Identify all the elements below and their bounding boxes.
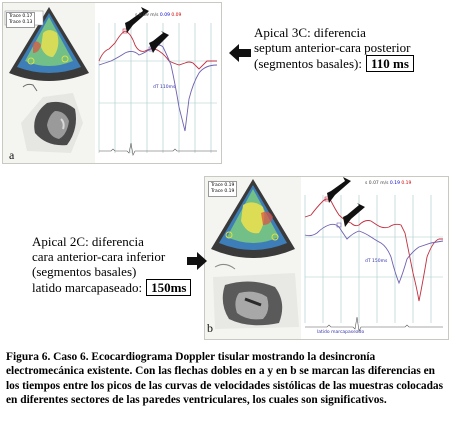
velocity-readout-a <box>135 13 181 18</box>
readout-unit: s 0.07 m/s <box>365 181 389 186</box>
readout-value-red: 0.19 <box>401 181 412 186</box>
trace-legend-entry: Trace 0.19 <box>211 189 235 194</box>
echo-image-a <box>3 3 221 163</box>
pointer-arrow-a <box>229 43 251 63</box>
echo-image-b <box>205 177 448 339</box>
panel-label-b: b <box>207 321 213 335</box>
annotation-b-value: 150ms <box>146 279 191 296</box>
annotation-a-line2: septum anterior-cara posterior <box>254 40 411 55</box>
trace-legend-entry: Trace 0.13 <box>9 20 33 25</box>
trace-legend-entry: Trace 0.17 <box>9 14 33 19</box>
annotation-a-value: 110 ms <box>366 55 414 72</box>
annotation-a-line3-text: (segmentos basales): <box>254 56 362 71</box>
annotation-b-line1: Apical 2C: diferencia <box>32 234 144 249</box>
readout-unit: s 0.09 m/s <box>135 13 159 18</box>
dt-label-a: dT 110ms <box>153 85 176 90</box>
figure-caption: Figura 6. Caso 6. Ecocardiograma Doppler tisular mostrando la desincronía electromecánica existente. Con las flechas dobles en a y en b se marcan las diferencias en los tiempos entre los picos de las curvas de velocidades sistólicas de las muestras colocadas en diferentes sectores de las paredes ventriculares, los cuales son significativos. <box>6 351 444 407</box>
panel-label-a: a <box>9 148 15 162</box>
trace-legend-a <box>6 12 35 28</box>
dt-label-b: dT 150ms <box>365 259 388 264</box>
annotation-b-line4 <box>32 279 202 296</box>
readout-value-red: 0.09 <box>171 13 182 18</box>
readout-value-blue: 0.19 <box>389 181 400 186</box>
annotation-b-line3: (segmentos basales) <box>32 264 137 279</box>
annotation-b-line2: cara anterior-cara inferior <box>32 249 166 264</box>
annotation-b <box>32 234 202 296</box>
rhythm-label-b: latido marcapaseado <box>317 330 365 335</box>
annotation-b-line4-text: latido marcapaseado: <box>32 280 143 295</box>
pointer-arrow-b <box>187 252 207 270</box>
trace-legend-b <box>208 181 237 197</box>
annotation-a <box>254 25 446 72</box>
tdi-panel-b <box>204 176 449 340</box>
tdi-panel-a <box>2 2 222 164</box>
annotation-a-line1: Apical 3C: diferencia <box>254 25 366 40</box>
velocity-readout-b <box>365 181 411 186</box>
annotation-a-line3 <box>254 55 446 72</box>
readout-value-blue: 0.09 <box>159 13 170 18</box>
trace-legend-entry: Trace 0.19 <box>211 183 235 188</box>
